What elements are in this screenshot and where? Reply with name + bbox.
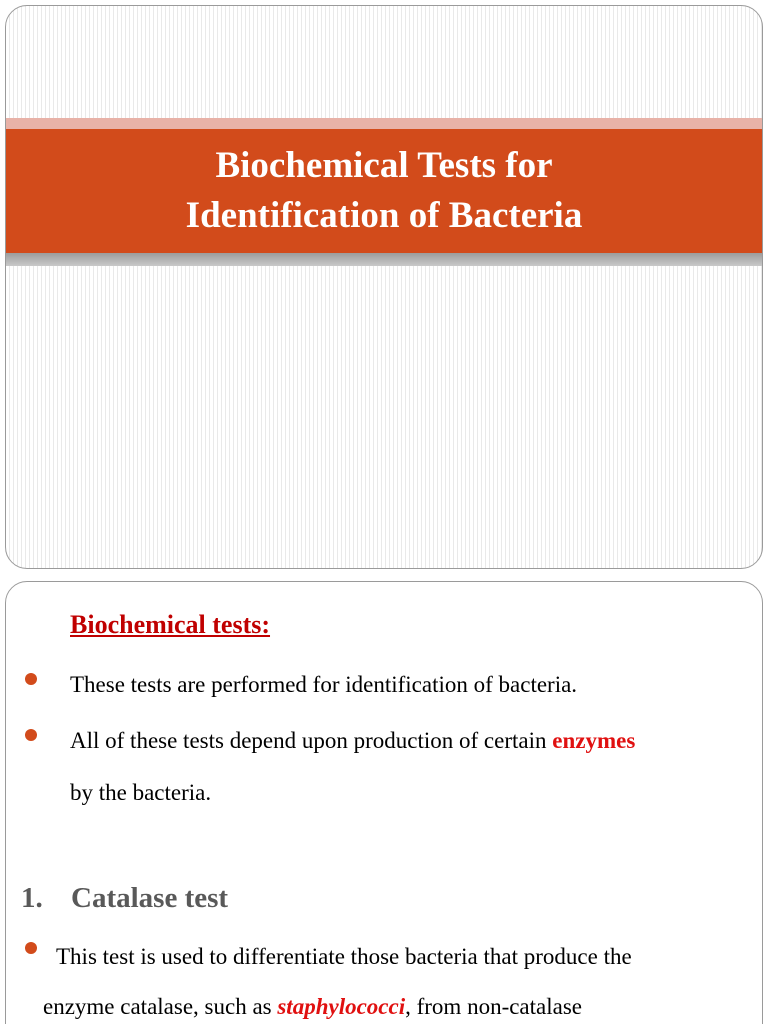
title-bottom-stripe bbox=[6, 253, 762, 266]
bullet-dot-icon bbox=[25, 673, 37, 685]
section-title: Catalase test bbox=[71, 882, 229, 914]
section-heading: Biochemical tests: bbox=[70, 610, 271, 639]
slide-title-line-2: Identification of Bacteria bbox=[185, 195, 583, 236]
bullet-text-2 bbox=[70, 728, 635, 754]
section-bullet-line-2-lead: enzyme catalase, such as bbox=[43, 994, 278, 1019]
title-band bbox=[6, 129, 762, 253]
bullet-dot-icon bbox=[25, 729, 37, 741]
bullet-text-1: These tests are performed for identification of bacteria. bbox=[70, 672, 578, 697]
section-bullet-line-2-tail: , from non-catalase bbox=[405, 994, 583, 1019]
bullet-text-2-emphasis: enzymes bbox=[552, 728, 636, 753]
bullet-text-2-lead: All of these tests depend upon production of certain bbox=[70, 728, 553, 753]
content-slide bbox=[5, 581, 763, 1024]
numbered-section-heading bbox=[21, 882, 228, 915]
section-bullet-emphasis: staphylococci bbox=[277, 994, 406, 1019]
section-number: 1. bbox=[21, 882, 43, 914]
bullet-dot-icon bbox=[25, 942, 37, 954]
section-bullet-line-2 bbox=[43, 994, 582, 1020]
section-bullet-line-1: This test is used to differentiate those bacteria that produce the bbox=[56, 944, 632, 969]
slide-title-line-1: Biochemical Tests for bbox=[215, 145, 553, 186]
title-top-stripe bbox=[6, 118, 762, 129]
bullet-text-2-continuation: by the bacteria. bbox=[70, 780, 212, 805]
title-slide bbox=[5, 5, 763, 569]
